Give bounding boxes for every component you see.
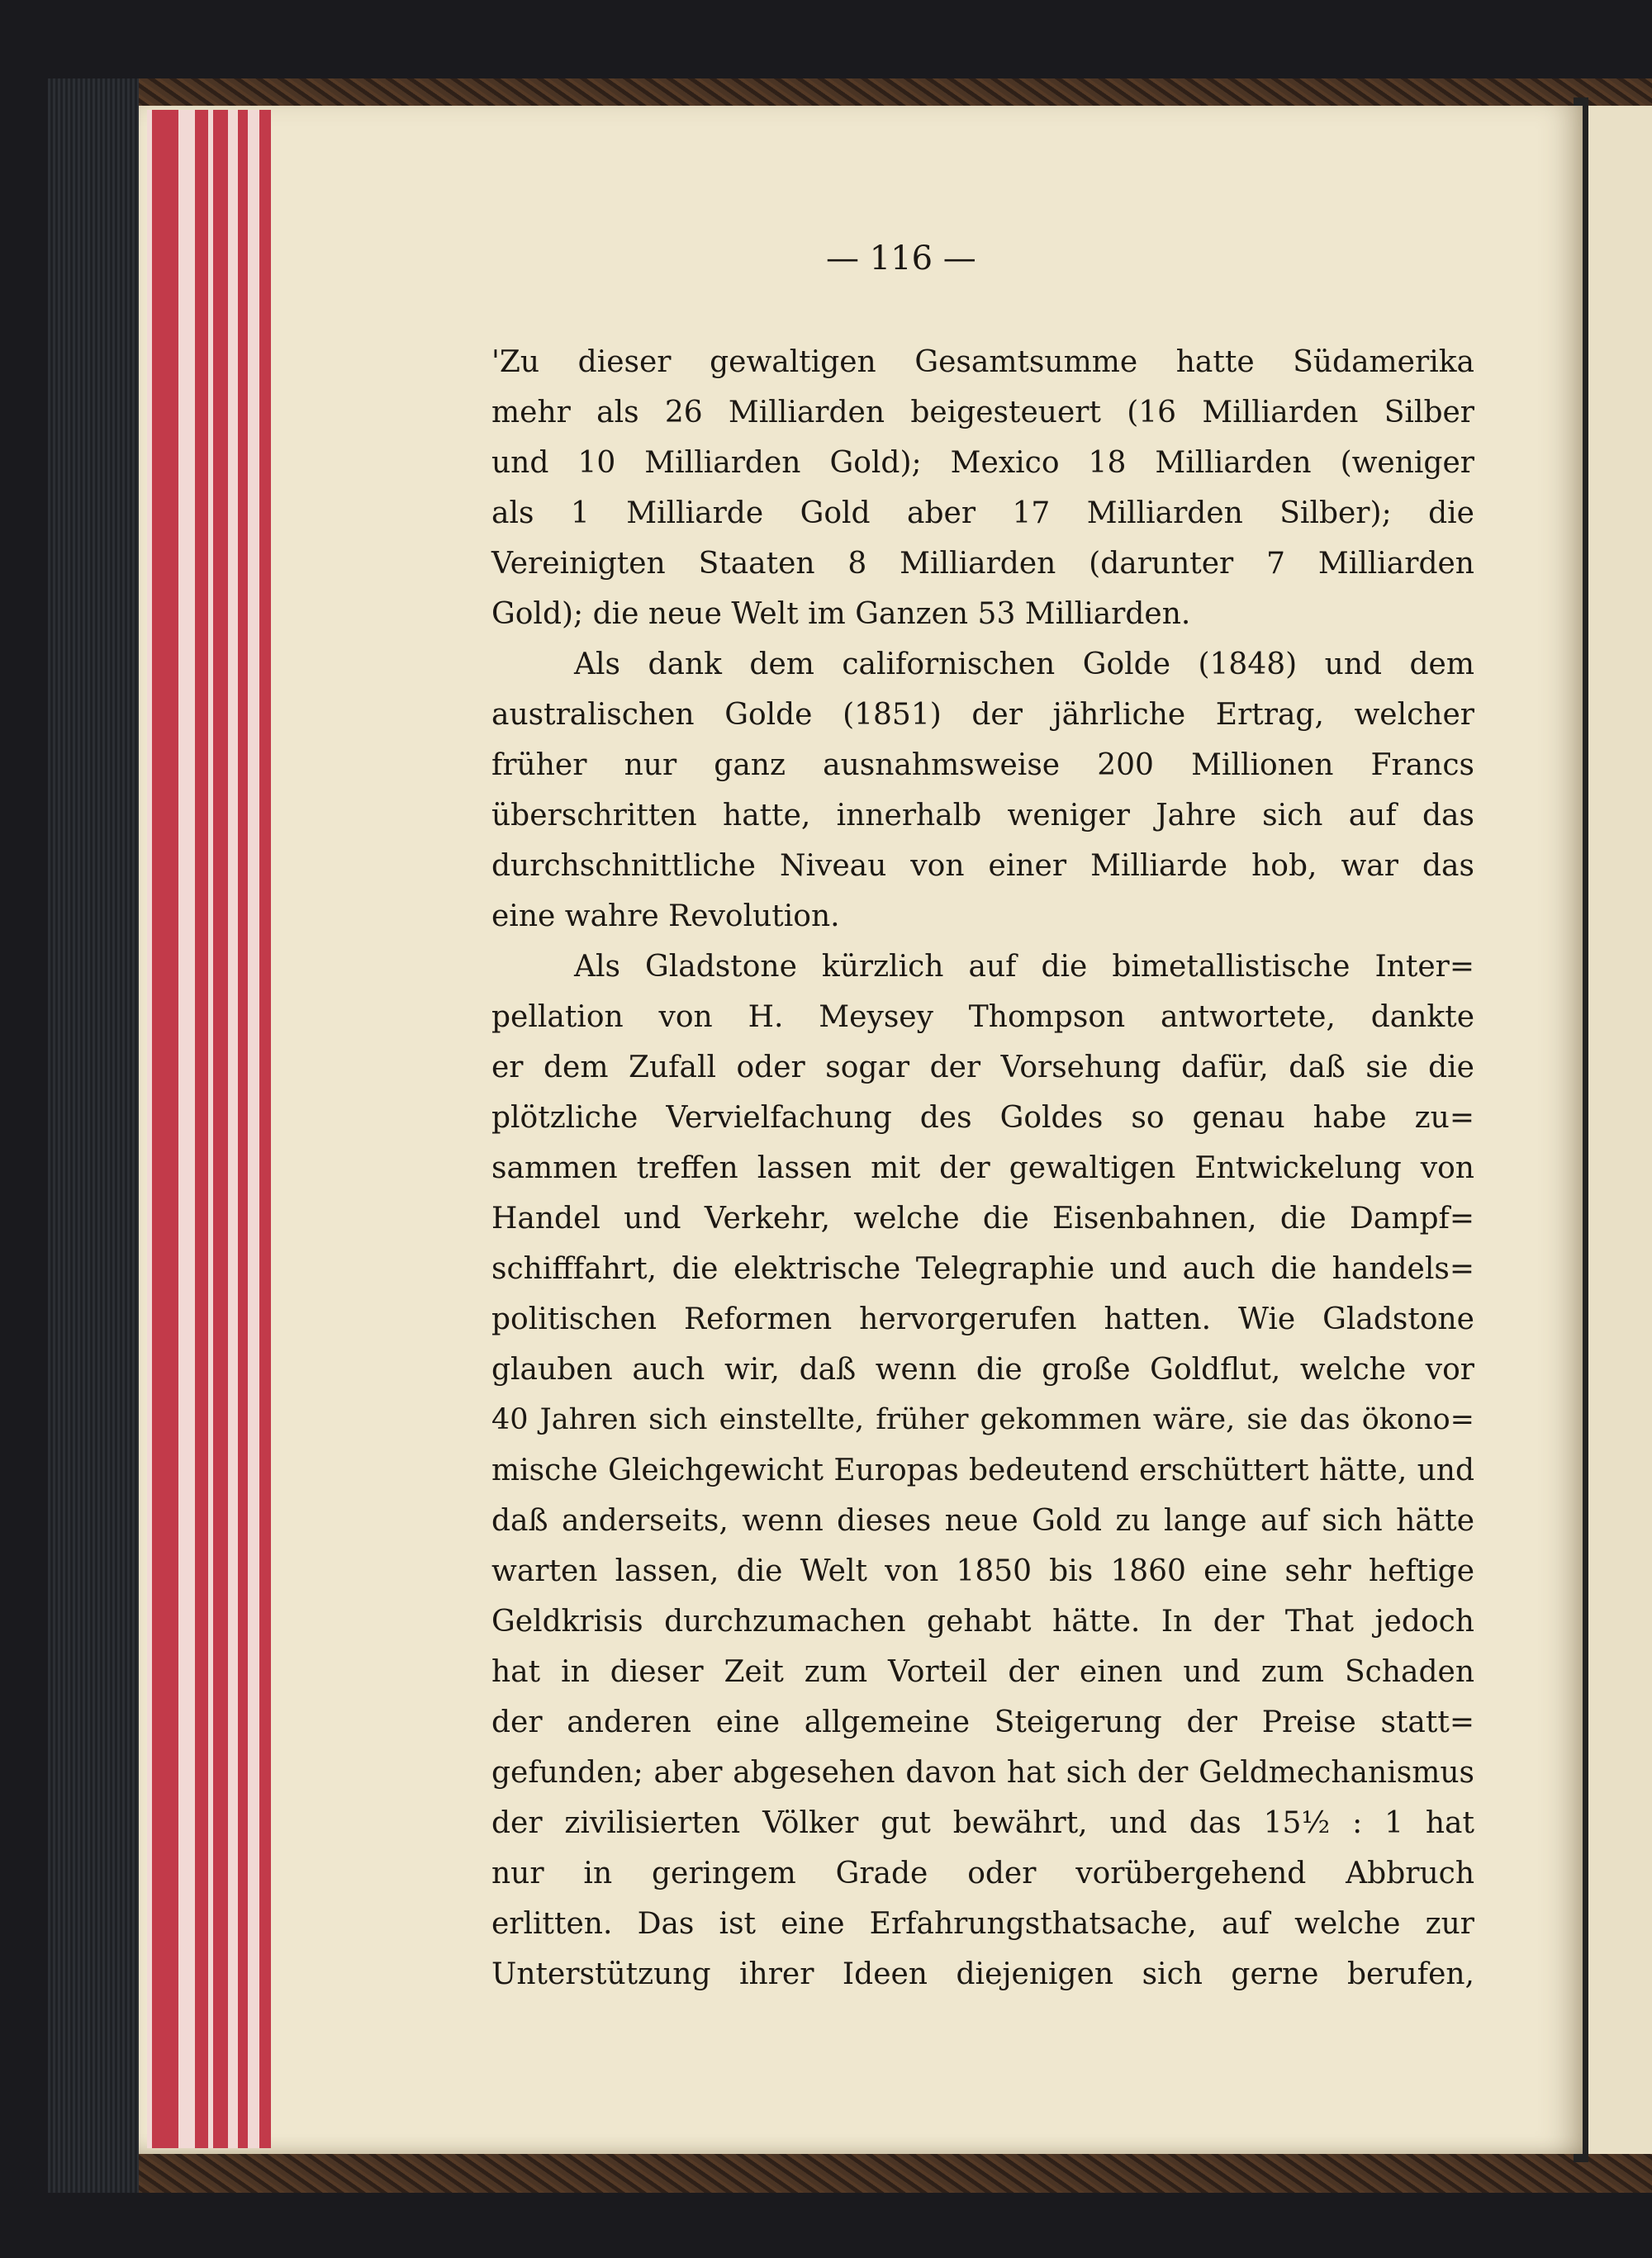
edge-stripe <box>213 110 228 2148</box>
text-line: Handel und Verkehr, welche die Eisenbahnen, die Dampf= <box>491 1202 1474 1236</box>
text-line: Vereinigten Staaten 8 Milliarden (darunter 7 Milliarden <box>491 547 1474 581</box>
text-line: und 10 Milliarden Gold); Mexico 18 Milliarden (weniger <box>491 446 1474 480</box>
text-line: pellation von H. Meysey Thompson antwortete, dankte <box>491 1000 1474 1034</box>
edge-stripe <box>228 110 238 2148</box>
text-line: er dem Zufall oder sogar der Vorsehung dafür, daß sie die <box>491 1051 1474 1084</box>
text-line: durchschnittliche Niveau von einer Milliarde hob, war das <box>491 849 1474 883</box>
text-line: mische Gleichgewicht Europas bedeutend erschüttert hätte, und <box>491 1454 1474 1487</box>
text-line: daß anderseits, wenn dieses neue Gold zu lange auf sich hätte <box>491 1504 1474 1538</box>
text-line: sammen treffen lassen mit der gewaltigen Entwickelung von <box>491 1151 1474 1185</box>
text-line: australischen Golde (1851) der jährliche Ertrag, welcher <box>491 698 1474 732</box>
text-line: der anderen eine allgemeine Steigerung der Preise statt= <box>491 1705 1474 1739</box>
text-line: Geldkrisis durchzumachen gehabt hätte. In der That jedoch <box>491 1605 1474 1639</box>
edge-stripe <box>259 110 271 2148</box>
text-line: eine wahre Revolution. <box>491 899 840 933</box>
text-line: als 1 Milliarde Gold aber 17 Milliarden Silber); die <box>491 496 1474 530</box>
edge-stripe <box>248 110 259 2148</box>
edge-stripe <box>195 110 208 2148</box>
text-line: gefunden; aber abgesehen davon hat sich der Geldmechanismus <box>491 1756 1474 1790</box>
text-line: erlitten. Das ist eine Erfahrungsthatsache, auf welche zur <box>491 1907 1474 1941</box>
page-edge-stripes <box>147 110 275 2148</box>
text-line: 'Zu dieser gewaltigen Gesamtsumme hatte Südamerika <box>491 345 1474 379</box>
text-line: schifffahrt, die elektrische Telegraphie und auch die handels= <box>491 1252 1474 1286</box>
text-line: plötzliche Vervielfachung des Goldes so genau habe zu= <box>491 1101 1474 1135</box>
text-line: glauben auch wir, daß wenn die große Goldflut, welche vor <box>491 1353 1474 1387</box>
text-line: mehr als 26 Milliarden beigesteuert (16 Milliarden Silber <box>491 396 1474 429</box>
text-line: überschritten hatte, innerhalb weniger Jahre sich auf das <box>491 799 1474 833</box>
edge-stripe <box>178 110 195 2148</box>
text-line: 40 Jahren sich einstellte, früher gekommen wäre, sie das ökono= <box>491 1403 1474 1436</box>
text-line: nur in geringem Grade oder vorübergehend Abbruch <box>491 1857 1474 1890</box>
text-line: früher nur ganz ausnahmsweise 200 Millionen Francs <box>491 748 1474 782</box>
text-line: warten lassen, die Welt von 1850 bis 1860 eine sehr heftige <box>491 1554 1474 1588</box>
text-line: Unterstützung ihrer Ideen diejenigen sich gerne berufen, <box>491 1957 1474 1991</box>
text-line: politischen Reformen hervorgerufen hatten. Wie Gladstone <box>491 1302 1474 1336</box>
text-line: hat in dieser Zeit zum Vorteil der einen und zum Schaden <box>491 1655 1474 1689</box>
text-line: Gold); die neue Welt im Ganzen 53 Milliarden. <box>491 597 1191 631</box>
edge-stripe <box>238 110 248 2148</box>
text-line: der zivilisierten Völker gut bewährt, und das 15½ : 1 hat <box>491 1806 1474 1840</box>
text-line: Als Gladstone kürzlich auf die bimetallistische Inter= <box>574 950 1474 984</box>
page-number: — 116 — <box>826 240 976 278</box>
edge-stripe <box>152 110 178 2148</box>
facing-page-edge <box>1586 106 1652 2154</box>
book-spine-board <box>48 78 139 2193</box>
page-text <box>491 337 1474 1999</box>
text-line: Als dank dem californischen Golde (1848) und dem <box>574 648 1474 681</box>
